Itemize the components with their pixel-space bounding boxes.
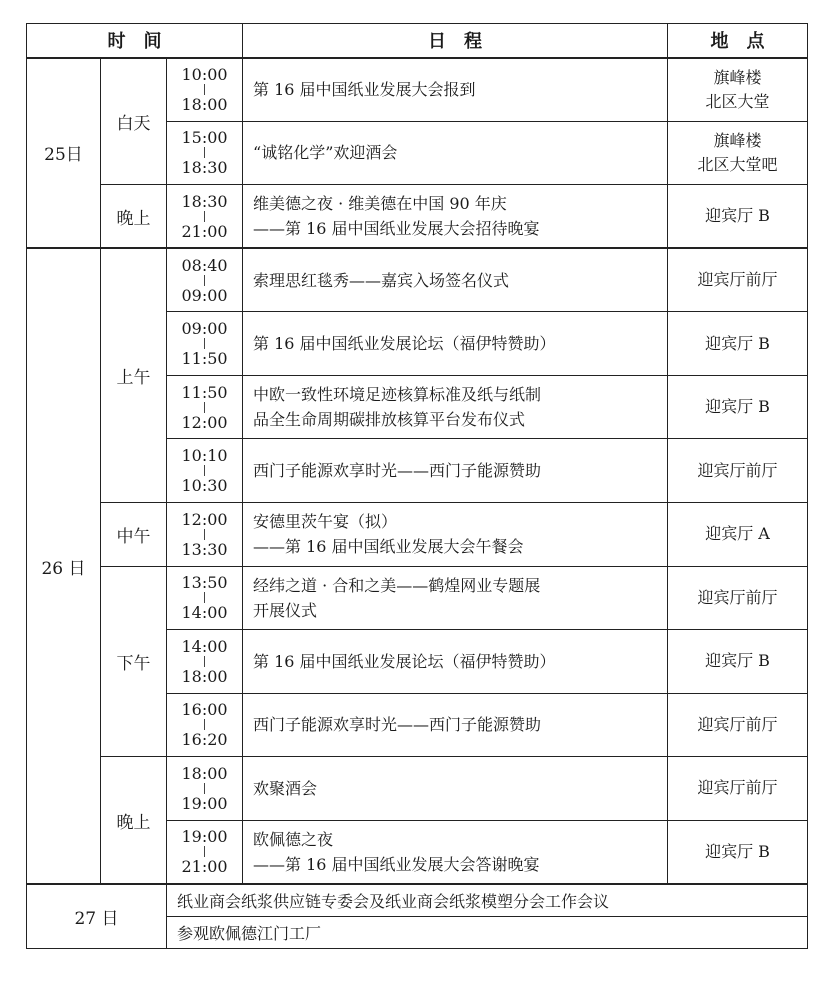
time-end: 18:00	[181, 666, 228, 686]
day-label-26: 26 日	[27, 248, 101, 884]
event-line: 西门子能源欢享时光——西门子能源赞助	[253, 461, 542, 481]
event-line: ——第 16 届中国纸业发展大会招待晚宴	[253, 219, 540, 239]
time-end: 11:50	[181, 349, 228, 369]
place-cell	[668, 757, 808, 821]
time-end: 18:00	[181, 95, 228, 115]
place-line: 北区大堂吧	[697, 154, 778, 174]
place-cell	[668, 820, 808, 884]
event-line: 第 16 届中国纸业发展论坛（福伊特赞助）	[253, 334, 556, 354]
place-line: 北区大堂	[705, 91, 770, 111]
time-start: 11:50	[181, 382, 228, 402]
time-end: 12:00	[181, 412, 228, 432]
time-range	[167, 566, 243, 630]
time-start: 19:00	[181, 827, 228, 847]
header-place: 地 点	[668, 24, 808, 58]
time-start: 12:00	[181, 509, 228, 529]
time-start: 18:30	[181, 191, 228, 211]
event-cell	[243, 248, 668, 312]
place-cell	[668, 375, 808, 439]
period-label-morning: 上午	[101, 248, 167, 502]
time-start: 08:40	[181, 255, 228, 275]
time-range	[167, 502, 243, 566]
place-cell	[668, 693, 808, 757]
event-line: 欢聚酒会	[253, 778, 318, 798]
time-end: 19:00	[181, 793, 228, 813]
time-start: 14:00	[181, 636, 228, 656]
place-cell	[668, 312, 808, 376]
event-cell	[243, 58, 668, 122]
event-line: 安德里茨午宴（拟）	[253, 512, 398, 532]
event-cell	[243, 121, 668, 185]
event-full-row: 纸业商会纸浆供应链专委会及纸业商会纸浆模塑分会工作会议	[167, 884, 808, 916]
time-start: 10:10	[181, 446, 228, 466]
table-row	[27, 502, 808, 566]
event-line: ——第 16 届中国纸业发展大会答谢晚宴	[253, 854, 540, 874]
time-range	[167, 693, 243, 757]
event-line: 西门子能源欢享时光——西门子能源赞助	[253, 715, 542, 735]
place-line: 迎宾厅前厅	[697, 778, 778, 798]
event-full-row: 参观欧佩德江门工厂	[167, 916, 808, 948]
header-time: 时 间	[27, 24, 243, 58]
time-start: 13:50	[181, 573, 228, 593]
period-label-evening: 晚上	[101, 185, 167, 249]
event-line: “诚铭化学”欢迎酒会	[253, 143, 398, 163]
header-row	[27, 24, 808, 58]
time-range	[167, 121, 243, 185]
place-cell	[668, 439, 808, 503]
time-end: 09:00	[181, 285, 228, 305]
place-cell	[668, 58, 808, 122]
time-start: 16:00	[181, 700, 228, 720]
place-cell	[668, 185, 808, 249]
day-label-27: 27 日	[27, 884, 167, 949]
time-start: 18:00	[181, 763, 228, 783]
place-line: 迎宾厅前厅	[697, 270, 778, 290]
place-line: 迎宾厅前厅	[697, 714, 778, 734]
place-line: 旗峰楼	[713, 130, 762, 150]
time-start: 10:00	[181, 65, 228, 85]
event-cell	[243, 820, 668, 884]
table-row	[27, 185, 808, 249]
time-start: 15:00	[181, 128, 228, 148]
place-line: 迎宾厅 A	[705, 524, 770, 544]
day-label-25: 25日	[27, 58, 101, 249]
event-line: 维美德之夜 · 维美德在中国 90 年庆	[253, 194, 507, 214]
period-label-evening-26: 晚上	[101, 757, 167, 884]
time-end: 18:30	[181, 158, 228, 178]
time-end: 13:30	[181, 539, 228, 559]
place-cell	[668, 630, 808, 694]
place-line: 迎宾厅 B	[705, 397, 770, 417]
event-line: 经纬之道 · 合和之美——鹤煌网业专题展	[253, 575, 541, 595]
table-row	[27, 248, 808, 312]
place-line: 迎宾厅 B	[705, 206, 770, 226]
time-range	[167, 248, 243, 312]
event-cell	[243, 502, 668, 566]
time-end: 21:00	[181, 221, 228, 241]
event-line: 第 16 届中国纸业发展大会报到	[253, 80, 476, 100]
time-end: 14:00	[181, 603, 228, 623]
time-range	[167, 757, 243, 821]
table-row	[27, 58, 808, 122]
time-range	[167, 185, 243, 249]
place-line: 迎宾厅 B	[705, 841, 770, 861]
event-line: 中欧一致性环境足迹核算标准及纸与纸制	[253, 385, 542, 405]
time-end: 21:00	[181, 857, 228, 877]
event-line: 欧佩德之夜	[253, 829, 334, 849]
place-cell	[668, 566, 808, 630]
event-cell	[243, 757, 668, 821]
schedule-table	[26, 23, 808, 949]
event-line: 品全生命周期碳排放核算平台发布仪式	[253, 410, 526, 430]
time-range	[167, 312, 243, 376]
event-line: 第 16 届中国纸业发展论坛（福伊特赞助）	[253, 651, 556, 671]
time-range	[167, 439, 243, 503]
period-label-afternoon: 下午	[101, 566, 167, 757]
event-cell	[243, 630, 668, 694]
place-line: 迎宾厅前厅	[697, 587, 778, 607]
place-cell	[668, 502, 808, 566]
place-cell	[668, 121, 808, 185]
period-label-noon: 中午	[101, 502, 167, 566]
table-row	[27, 757, 808, 821]
time-range	[167, 58, 243, 122]
period-label-daytime: 白天	[101, 58, 167, 185]
event-line: 开展仪式	[253, 600, 318, 620]
event-cell	[243, 693, 668, 757]
event-cell	[243, 185, 668, 249]
event-line: ——第 16 届中国纸业发展大会午餐会	[253, 537, 524, 557]
event-cell	[243, 439, 668, 503]
event-cell	[243, 312, 668, 376]
place-line: 迎宾厅 B	[705, 651, 770, 671]
time-start: 09:00	[181, 319, 228, 339]
time-range	[167, 630, 243, 694]
table-row	[27, 566, 808, 630]
table-row	[27, 884, 808, 916]
event-line: 索理思红毯秀——嘉宾入场签名仪式	[253, 270, 510, 290]
time-range	[167, 820, 243, 884]
place-line: 迎宾厅前厅	[697, 460, 778, 480]
time-range	[167, 375, 243, 439]
place-line: 迎宾厅 B	[705, 333, 770, 353]
event-cell	[243, 375, 668, 439]
time-end: 16:20	[181, 730, 228, 750]
place-cell	[668, 248, 808, 312]
place-line: 旗峰楼	[713, 67, 762, 87]
header-schedule: 日 程	[243, 24, 668, 58]
time-end: 10:30	[181, 476, 228, 496]
event-cell	[243, 566, 668, 630]
